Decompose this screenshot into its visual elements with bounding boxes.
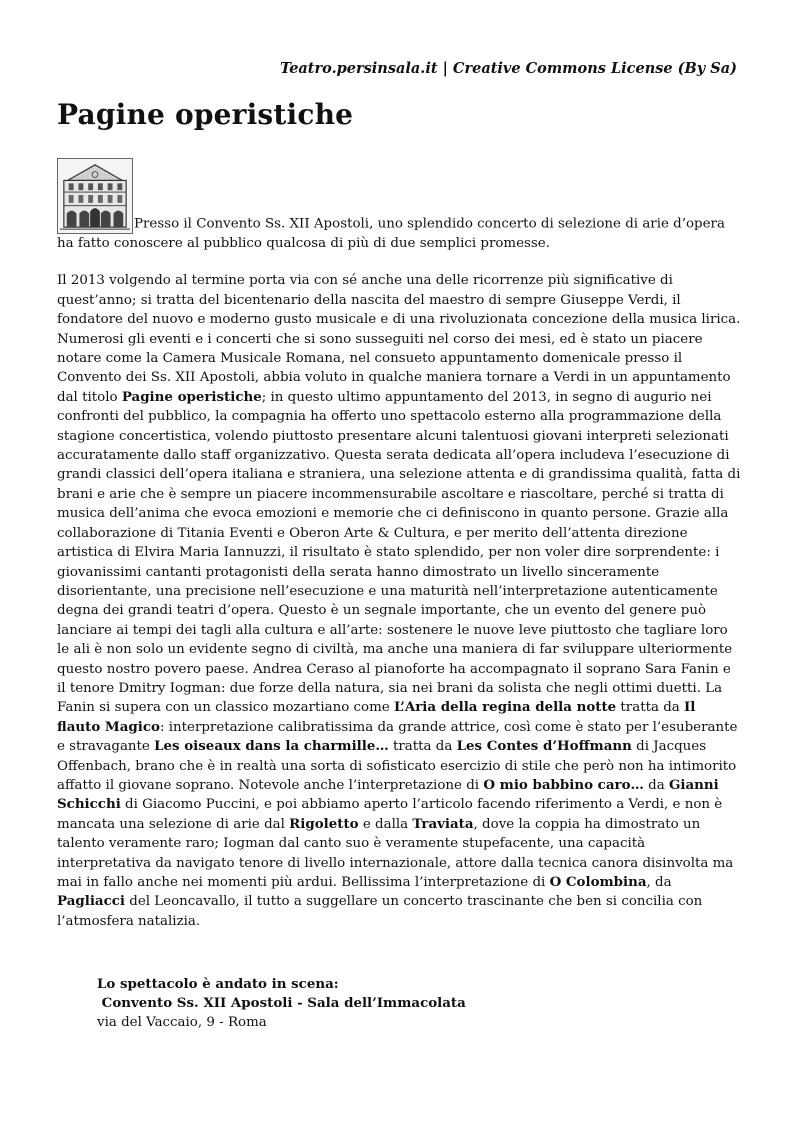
- body-text: da: [643, 777, 669, 793]
- source-header: Teatro.persinsala.it | Creative Commons License (By Sa): [280, 60, 737, 77]
- bold-les-oiseaux: Les oiseaux dans la charmille…: [154, 738, 389, 755]
- body-text: tratta da: [388, 739, 457, 755]
- venue-info: [97, 975, 466, 1032]
- bold-o-colombina: O Colombina: [549, 874, 647, 890]
- bold-rigoletto: Rigoletto: [289, 815, 359, 832]
- bold-aria-regina-notte: L’Aria della regina della notte: [393, 699, 617, 716]
- article-body-paragraph: [57, 271, 743, 931]
- body-text: e dalla: [358, 816, 413, 832]
- article-lead-paragraph: [57, 158, 743, 253]
- bold-flauto-magico: Il flauto Magico: [57, 699, 696, 735]
- bold-traviata: Traviata: [412, 815, 474, 832]
- venue-location: Convento Ss. XII Apostoli - Sala dell’Immacolata: [97, 995, 466, 1011]
- body-text: , dove la coppia ha dimostrato un talento veramente raro; Iogman dal canto suo è veramente stupefacente, una capacità interpretativa da navigato tenore di livello internazionale, attore dalla tecnica canora disinvolta ma mai in fallo anche nei momenti più ardui. Bellissima l’interpretazione di: [57, 816, 734, 890]
- convent-building-image: [57, 158, 133, 234]
- body-text: del Leoncavallo, il tutto a suggellare un concerto trascinante che ben si concilia con l’atmosfera natalizia.: [57, 894, 703, 929]
- body-text: , da: [646, 875, 672, 890]
- venue-address: via del Vaccaio, 9 - Roma: [97, 1015, 267, 1030]
- bold-mio-babbino-caro: O mio babbino caro…: [483, 776, 644, 793]
- body-text: tratta da: [616, 700, 685, 716]
- bold-gianni-schicchi: Gianni Schicchi: [57, 776, 719, 813]
- bold-contes-hoffmann: Les Contes d’Hoffmann: [456, 738, 632, 755]
- venue-intro: Lo spettacolo è andato in scena:: [97, 976, 339, 992]
- body-text: Il 2013 volgendo al termine porta via con sé anche una delle ricorrenze più significative di quest’anno; si tratta del bicentenario della nascita del maestro di sempre Giuseppe Verdi, il fondatore del nuovo e moderno gusto musicale e di una rivoluzionata concezione della musica lirica. Numerosi gli eventi e i concerti che si sono susseguiti nel corso dei mesi, ed è stato un piacere notare come la Camera Musicale Romana, nel consueto appuntamento domenicale presso il Convento dei Ss. XII Apostoli, abbia voluto in qualche maniera tornare a Verdi in un appuntamento dal titolo: [57, 273, 741, 405]
- bold-pagliacci: Pagliacci: [57, 893, 125, 910]
- body-text: ; in questo ultimo appuntamento del 2013, in segno di augurio nei confronti del pubblico, la compagnia ha offerto uno spettacolo esterno alla programmazione della stagione concertistica, volendo piuttosto presentare alcuni talentuosi giovani interpreti selezionati accuratamente dallo staff organizzativo. Questa serata dedicata all’opera includeva l’esecuzione di grandi classici dell’opera italiana e straniera, una selezione attenta e di grandissima qualità, fatta di brani e arie che è sempre un piacere incommensurabile ascoltare e riascoltare, perché si tratta di musica dell’anima che evoca emozioni e memorie che ci definiscono in quanto persone. Grazie alla collaborazione di Titania Eventi e Oberon Arte & Cultura, e per merito dell’attenta direzione artistica di Elvira Maria Iannuzzi, il risultato è stato splendido, per non voler dire sorprendente: i giovanissimi cantanti protagonisti della serata hanno dimostrato un livello sinceramente disorientante, una precisione nell’esecuzione e una maturità nell’interpretazione autenticamente degna dei grandi teatri d’opera. Questo è un segnale importante, che un evento del genere può lanciare ai tempi dei tagli alla cultura e all’arte: sostenere le nuove leve piuttosto che tagliare loro le ali è non solo un evidente segno di civiltà, ma anche una maniera di far sviluppare ulteriormente questo nostro povero paese. Andrea Ceraso al pianoforte ha accompagnato il soprano Sara Fanin e il tenore Dmitry Iogman: due forze della natura, sia nei brani da solista che negli ottimi duetti. La Fanin si supera con un classico mozartiano come: [57, 389, 741, 716]
- body-text: : interpretazione calibratissima da grande attrice, così come è stato per l’esuberante e stravagante: [57, 719, 738, 755]
- article-content: [57, 158, 743, 951]
- bold-title-pagine-operistiche: Pagine operistiche: [121, 388, 262, 405]
- article-title: Pagine operistiche: [57, 98, 354, 131]
- lead-text: Presso il Convento Ss. XII Apostoli, uno splendido concerto di selezione di arie d’opera ha fatto conoscere al pubblico qualcosa di più di due semplici promesse.: [57, 216, 725, 251]
- body-text: di Giacomo Puccini, e poi abbiamo aperto l’articolo facendo riferimento a Verdi, e non è mancata una selezione di arie dal: [57, 797, 723, 832]
- body-text: di Jacques Offenbach, brano che è in realtà una sorta di sofisticato esercizio di stile che però non ha intimorito affatto il giovane soprano. Notevole anche l’interpretazione di: [57, 739, 737, 793]
- building-illustration-icon: [58, 159, 132, 233]
